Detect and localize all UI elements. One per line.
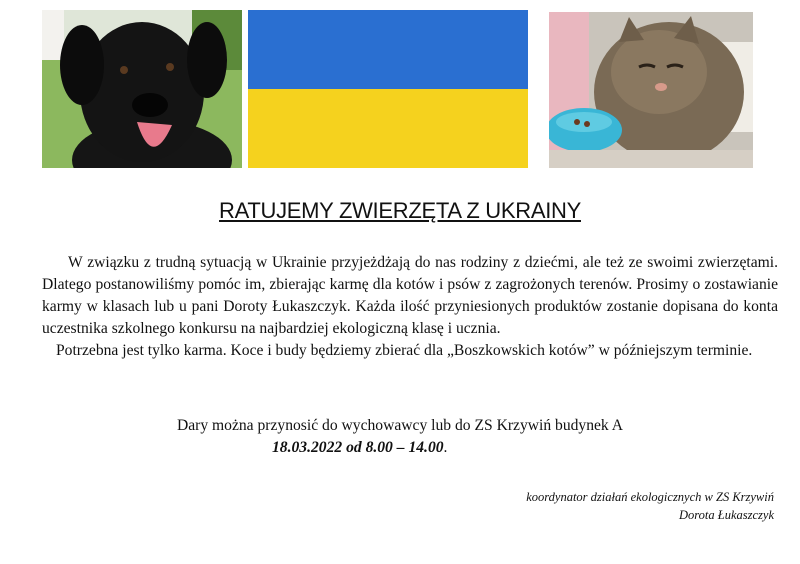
- ukraine-flag: [248, 10, 528, 168]
- page-title: RATUJEMY ZWIERZĘTA Z UKRAINY: [219, 198, 581, 223]
- donation-place-text: Dary można przynosić do wychowawcy lub do ZS Krzywiń budynek A: [176, 417, 624, 434]
- body-text: [42, 252, 778, 362]
- flag-yellow-stripe: [248, 89, 528, 168]
- date-text: 18.03.2022 od 8.00 – 14.00: [272, 439, 444, 456]
- signature-role: koordynator działań ekologicznych w ZS Krzywiń: [526, 490, 774, 504]
- dog-image: [42, 10, 242, 168]
- date-suffix: .: [443, 439, 448, 456]
- cat-photo: [549, 12, 753, 168]
- flag-blue-stripe: [248, 10, 528, 89]
- cat-image: [549, 12, 753, 168]
- dog-photo: [42, 10, 242, 168]
- paragraph-1: W związku z trudną sytuacją w Ukrainie przyjeżdżają do nas rodziny z dziećmi, ale też ze swoimi zwierzętami. Dlatego postanowiliśmy pomóc im, zbierając karmę dla kotów i psów z zagrożonych terenów. Prosimy o zostawianie karmy w klasach lub u pani Doroty Łukaszczyk. Każda ilość przyniesionych produktów zostanie dopisana do konta uczestnika szkolnego konkursu na najbardziej ekologiczną klasę i ucznia.: [42, 254, 778, 337]
- paragraph-2: Potrzebna jest tylko karma. Koce i budy będziemy zbierać dla „Boszkowskich kotów” w późniejszym terminie.: [56, 342, 753, 359]
- signature-name: Dorota Łukaszczyk: [678, 508, 774, 522]
- signature-block: [526, 488, 774, 524]
- collection-date: [272, 439, 447, 457]
